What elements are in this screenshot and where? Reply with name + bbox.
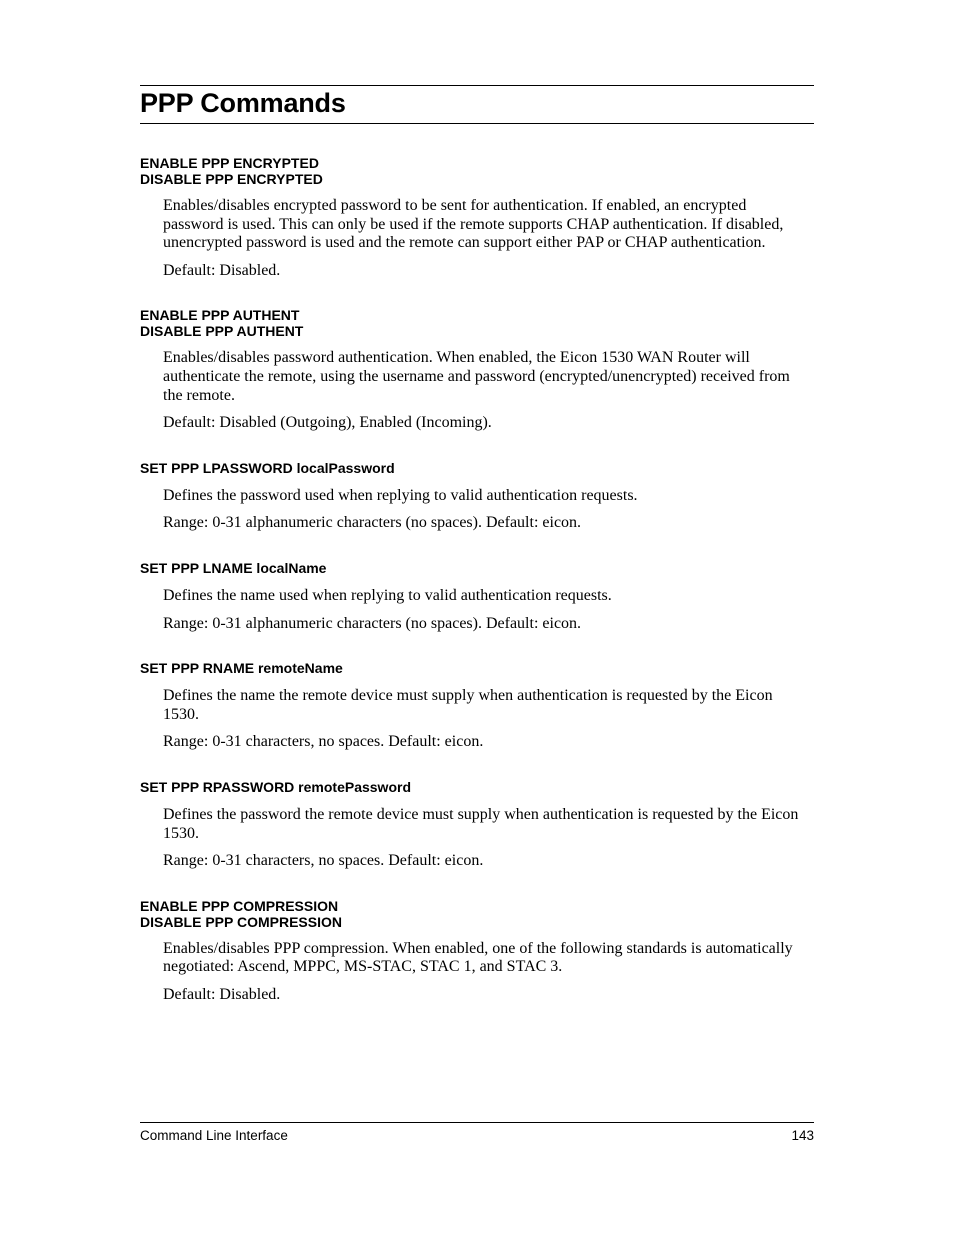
- command-default: Default: Disabled.: [163, 261, 281, 279]
- command-heading: [140, 779, 814, 795]
- section-ppp-encrypted: [140, 155, 814, 280]
- command-description: Defines the password used when replying to valid authentication requests.: [163, 486, 638, 504]
- command-name: SET PPP RPASSWORD remotePassword: [140, 778, 411, 795]
- command-name: SET PPP LPASSWORD localPassword: [140, 459, 395, 476]
- command-default: Default: Disabled (Outgoing), Enabled (Incoming).: [163, 414, 492, 432]
- command-heading: [140, 460, 814, 476]
- document-page: [140, 0, 814, 1235]
- command-range: Range: 0-31 alphanumeric characters (no spaces). Default: eicon.: [163, 514, 582, 532]
- command-name: ENABLE PPP AUTHENT: [140, 307, 300, 324]
- footer-chapter-title: Command Line Interface: [140, 1128, 288, 1143]
- command-heading: [140, 660, 814, 676]
- command-description: Defines the password the remote device must supply when authentication is requested by the Eicon 1530.: [163, 805, 799, 842]
- command-range: Range: 0-31 characters, no spaces. Default: eicon.: [163, 852, 484, 870]
- page-title: PPP Commands: [140, 88, 346, 118]
- command-name: DISABLE PPP ENCRYPTED: [140, 171, 323, 187]
- section-ppp-rpassword: [140, 779, 814, 871]
- command-name: SET PPP RNAME remoteName: [140, 660, 343, 677]
- command-sections: [140, 155, 814, 1004]
- command-name: ENABLE PPP ENCRYPTED: [140, 155, 319, 171]
- footer-rule: [140, 1122, 814, 1123]
- command-name: DISABLE PPP AUTHENT: [140, 323, 304, 340]
- command-description: Defines the name used when replying to valid authentication requests.: [163, 586, 612, 604]
- command-description: Defines the name the remote device must supply when authentication is requested by the Eicon 1530.: [163, 687, 773, 723]
- section-ppp-authent: [140, 307, 814, 432]
- command-heading: [140, 560, 814, 576]
- command-heading: [140, 155, 814, 187]
- command-range: Range: 0-31 characters, no spaces. Default: eicon.: [163, 733, 484, 751]
- command-description: Enables/disables encrypted password to be sent for authentication. If enabled, an encrypted password is used. This can only be used if the remote supports CHAP authentication. If disabled, unencrypted password is used and the remote can support either PAP or CHAP authentication.: [163, 197, 784, 252]
- command-default: Default: Disabled.: [163, 985, 281, 1003]
- command-heading: [140, 898, 814, 930]
- command-description: Enables/disables password authentication. When enabled, the Eicon 1530 WAN Router will authenticate the remote, using the username and password (encrypted/unencrypted) received from the remote.: [163, 349, 790, 404]
- footer-page-number: 143: [791, 1128, 814, 1143]
- section-ppp-lname: [140, 560, 814, 633]
- command-name: ENABLE PPP COMPRESSION: [140, 897, 339, 914]
- section-ppp-lpassword: [140, 460, 814, 533]
- section-ppp-rname: [140, 660, 814, 752]
- command-name: DISABLE PPP COMPRESSION: [140, 913, 343, 930]
- title-bottom-rule: [140, 123, 814, 124]
- command-heading: [140, 307, 814, 339]
- command-range: Range: 0-31 alphanumeric characters (no spaces). Default: eicon.: [163, 614, 582, 632]
- command-name: SET PPP LNAME localName: [140, 559, 327, 576]
- section-ppp-compression: [140, 898, 814, 1005]
- command-description: Enables/disables PPP compression. When enabled, one of the following standards is automatically negotiated: Ascend, MPPC, MS-STAC, STAC 1, and STAC 3.: [163, 939, 793, 976]
